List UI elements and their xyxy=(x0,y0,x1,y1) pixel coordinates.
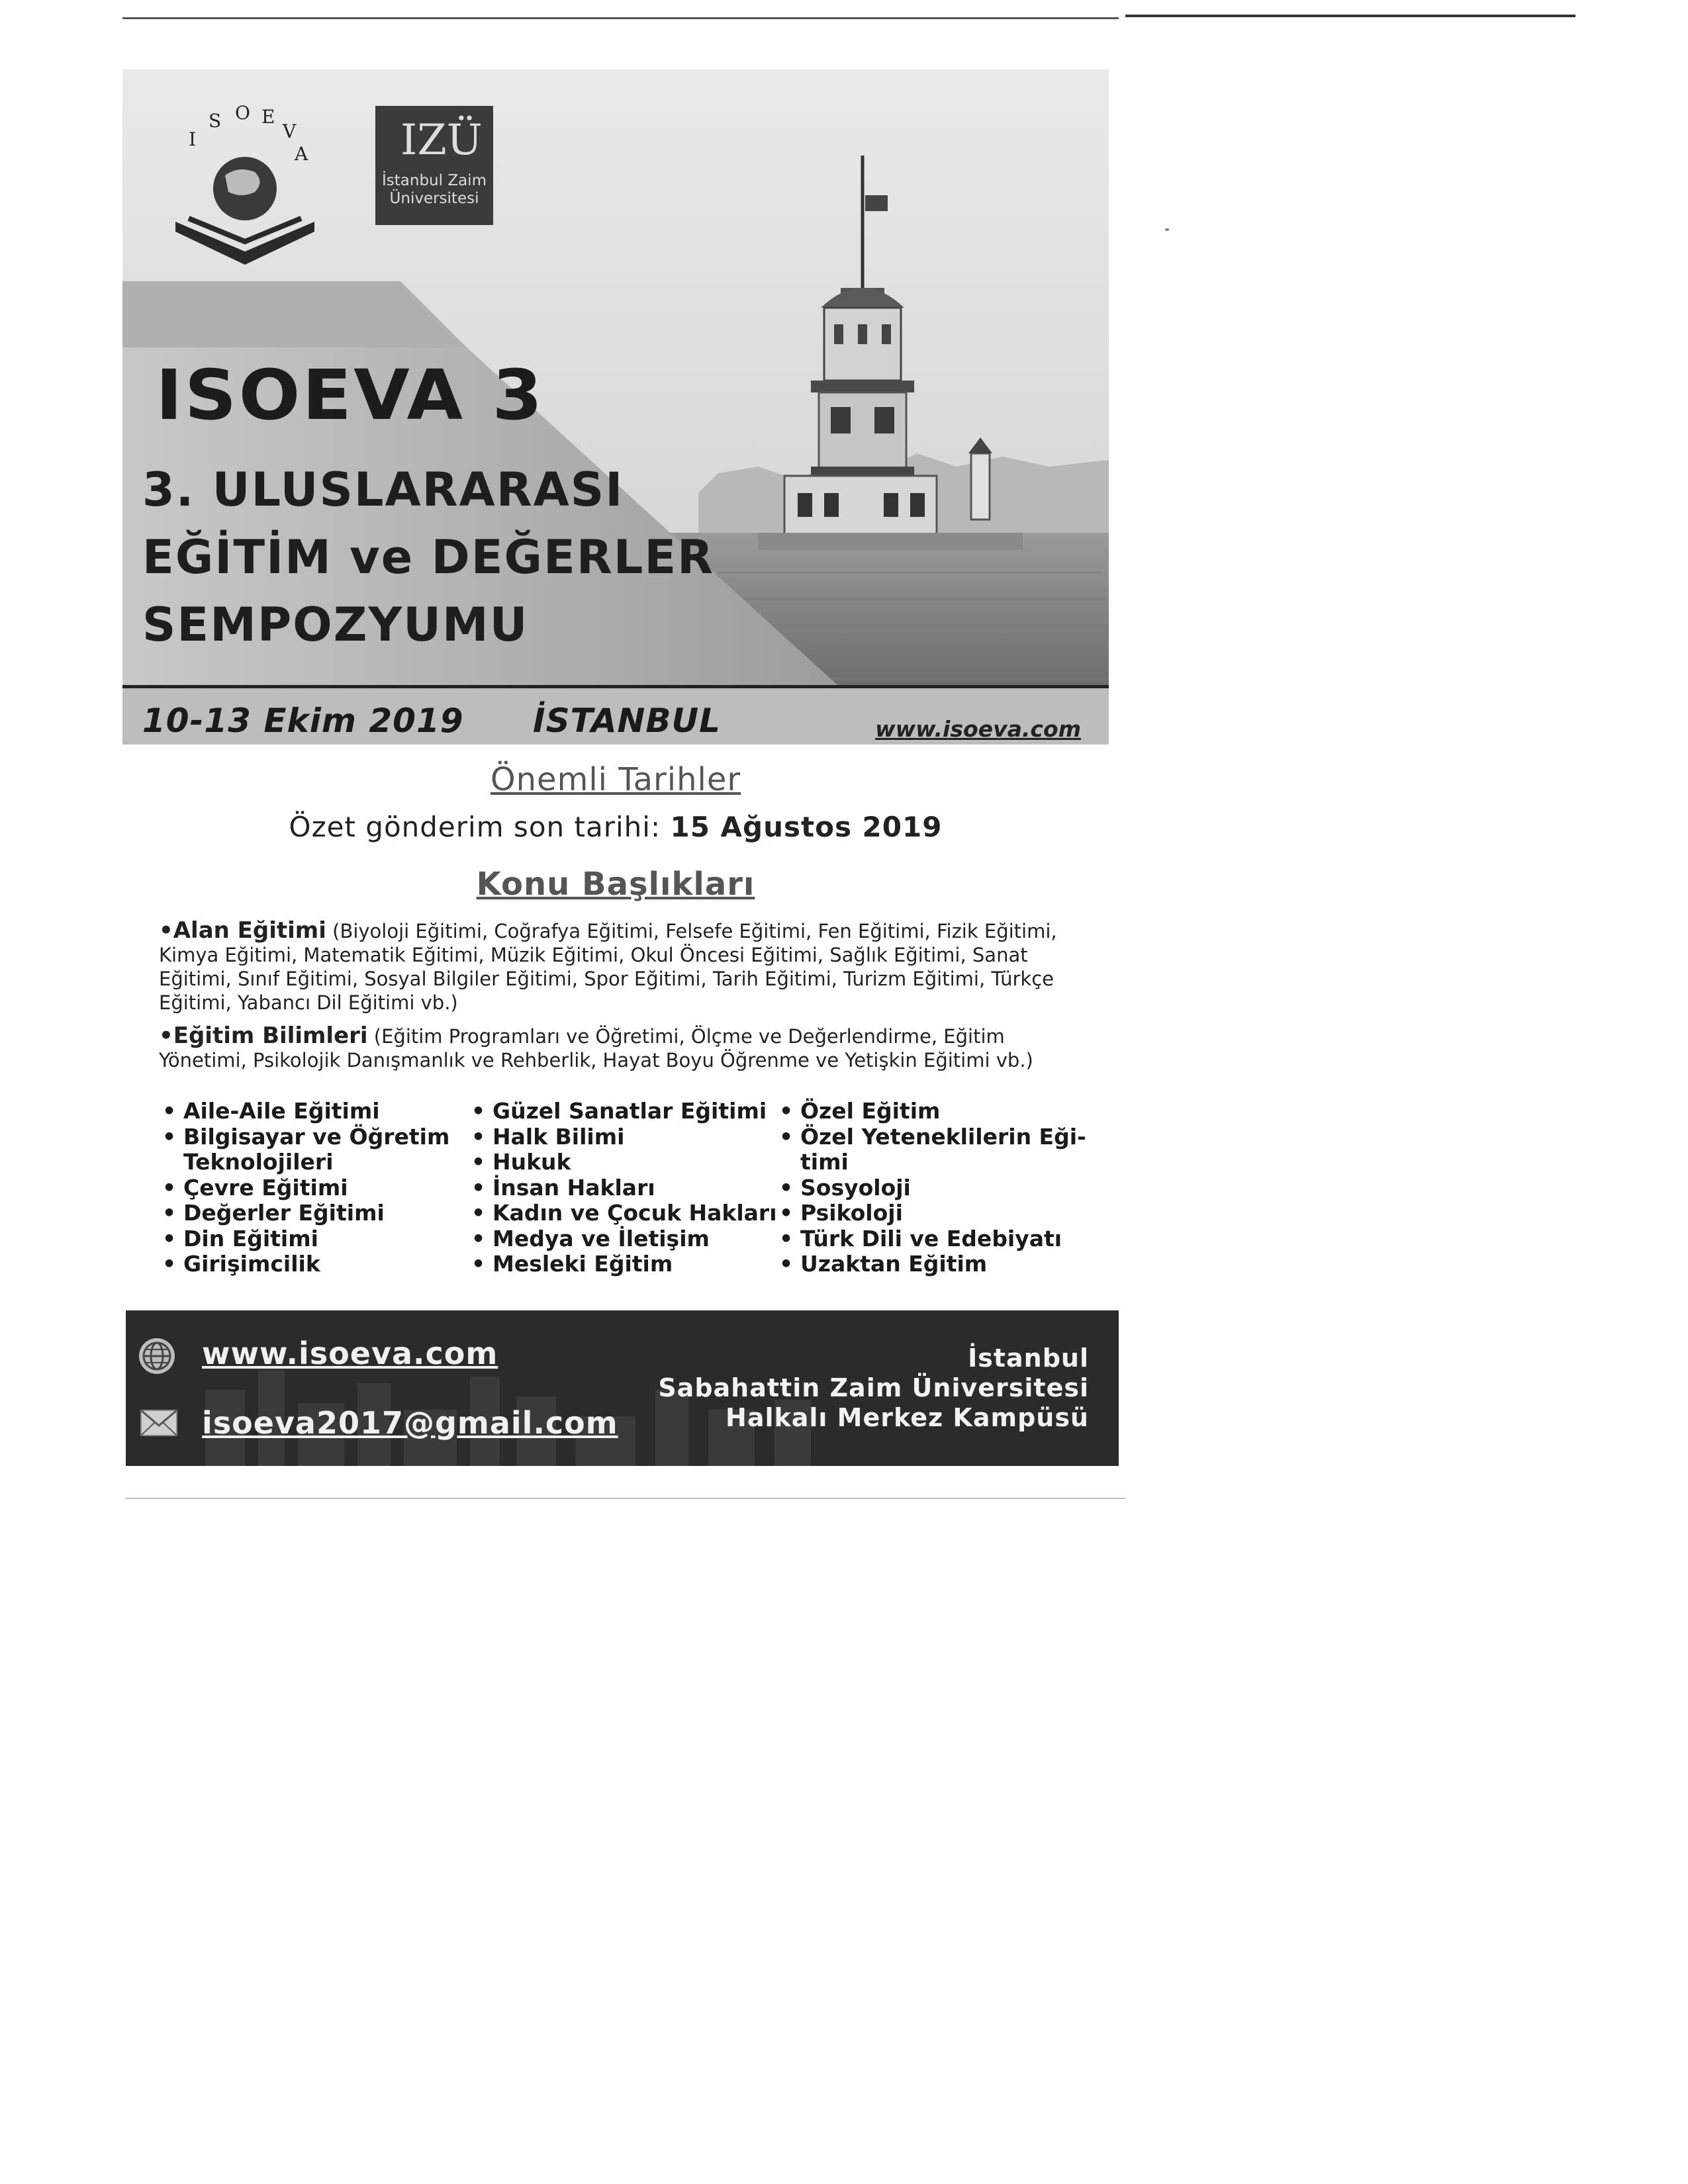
list-item: • Din Eğitimi xyxy=(162,1226,473,1252)
svg-text:O: O xyxy=(235,102,250,124)
footer-email-link[interactable]: isoeva2017@gmail.com xyxy=(202,1405,618,1441)
list-item: • Özel Eğitim xyxy=(779,1099,1090,1124)
list-item: • Kadın ve Çocuk Hakları xyxy=(471,1201,782,1226)
list-item-continuation: timi xyxy=(800,1149,849,1175)
alan-egitimi-title: •Alan Eğitimi xyxy=(159,917,326,944)
mail-icon xyxy=(140,1410,177,1436)
list-item: • Psikoloji xyxy=(779,1201,1090,1226)
svg-text:V: V xyxy=(283,120,297,142)
topics-column-1 xyxy=(162,1099,473,1277)
scan-speck xyxy=(1165,228,1169,231)
egitim-bilimleri-paragraph xyxy=(159,1024,1086,1072)
list-item: • Medya ve İletişim xyxy=(471,1226,782,1252)
svg-text:A: A xyxy=(295,143,308,165)
list-item: • Mesleki Eğitim xyxy=(471,1251,782,1277)
deadline-value: 15 Ağustos 2019 xyxy=(670,811,943,843)
list-item: • Halk Bilimi xyxy=(471,1124,782,1150)
abstract-deadline xyxy=(122,811,1109,843)
list-item: • Sosyoloji xyxy=(779,1175,1090,1201)
subtitle-line-1: 3. ULUSLARARASI xyxy=(142,463,624,517)
footer-website-link[interactable]: www.isoeva.com xyxy=(202,1336,498,1371)
list-item: • Çevre Eğitimi xyxy=(162,1175,473,1201)
scan-border-bottom xyxy=(126,1498,1125,1499)
list-item: • Türk Dili ve Edebiyatı xyxy=(779,1226,1090,1252)
footer-banner xyxy=(126,1310,1119,1466)
svg-text:I: I xyxy=(189,128,197,150)
date-bar xyxy=(122,685,1109,745)
event-title: ISOEVA 3 xyxy=(156,355,545,435)
egitim-bilimleri-title: •Eğitim Bilimleri xyxy=(159,1023,368,1049)
list-item: • Aile-Aile Eğitimi xyxy=(162,1099,473,1124)
list-item: • Hukuk xyxy=(471,1150,782,1175)
globe-icon xyxy=(138,1337,176,1375)
address-line-2: Sabahattin Zaim Üniversitesi xyxy=(658,1373,1089,1402)
egitim-bilimleri-text: (Eğitim Programları ve Öğretimi, Ölçme ve Değerlendirme, Eğitim Yönetimi, Psikolojik Danışmanlık ve Rehberlik, Hayat Boyu Öğrenme ve Yetişkin Eğitimi vb.) xyxy=(159,1025,1033,1071)
izu-logo-line2: Üniversitesi xyxy=(389,190,479,207)
deadline-label: Özet gönderim son tarihi: xyxy=(289,811,661,843)
list-item: • Değerler Eğitimi xyxy=(162,1201,473,1226)
scan-border-top xyxy=(122,17,1119,19)
topics-column-3 xyxy=(779,1099,1090,1277)
subtitle-line-2: EĞİTİM ve DEĞERLER xyxy=(142,530,715,584)
alan-egitimi-text: (Biyoloji Eğitimi, Coğrafya Eğitimi, Felsefe Eğitimi, Fen Eğitimi, Fizik Eğitimi, Kimya Eğitimi, Matematik Eğitimi, Müzik Eğitimi, Okul Öncesi Eğitimi, Sağlık Eğitimi, Sanat Eğitimi, Sınıf Eğitimi, Sosyal Bilgiler Eğitimi, Spor Eğitimi, Tarih Eğitimi, Turizm Eğitimi, Türkçe Eğitimi, Yabancı Dil Eğitimi vb.) xyxy=(159,920,1057,1014)
footer-address xyxy=(658,1343,1089,1433)
subtitle-line-3: SEMPOZYUMU xyxy=(142,598,529,652)
isoeva-logo xyxy=(162,99,328,278)
list-item: • İnsan Hakları xyxy=(471,1175,782,1201)
svg-text:S: S xyxy=(209,110,222,132)
list-item: • Girişimcilik xyxy=(162,1251,473,1277)
topics-column-2 xyxy=(471,1099,782,1277)
izu-logo-mark: IZÜ xyxy=(400,116,483,165)
topics-heading: Konu Başlıkları xyxy=(476,866,755,903)
poster-header xyxy=(122,69,1109,745)
event-dates: 10-13 Ekim 2019 xyxy=(142,702,464,740)
address-line-3: Halkalı Merkez Kampüsü xyxy=(726,1403,1089,1432)
alan-egitimi-paragraph xyxy=(159,919,1086,1015)
izu-logo xyxy=(375,106,493,225)
list-item-continuation: Teknolojileri xyxy=(183,1149,334,1175)
event-city: İSTANBUL xyxy=(533,702,721,740)
list-item: • Özel Yeteneklilerin Eği- xyxy=(779,1124,1090,1150)
important-dates-heading: Önemli Tarihler xyxy=(490,761,741,798)
address-line-1: İstanbul xyxy=(968,1343,1089,1373)
list-item: • Uzaktan Eğitim xyxy=(779,1251,1090,1277)
svg-text:E: E xyxy=(261,106,275,128)
list-item: • Bilgisayar ve Öğretim xyxy=(162,1124,473,1150)
list-item: • Güzel Sanatlar Eğitimi xyxy=(471,1099,782,1124)
header-website-link[interactable]: www.isoeva.com xyxy=(875,716,1081,742)
izu-logo-line1: İstanbul Zaim xyxy=(382,172,487,189)
scan-border-top-right xyxy=(1125,15,1575,17)
